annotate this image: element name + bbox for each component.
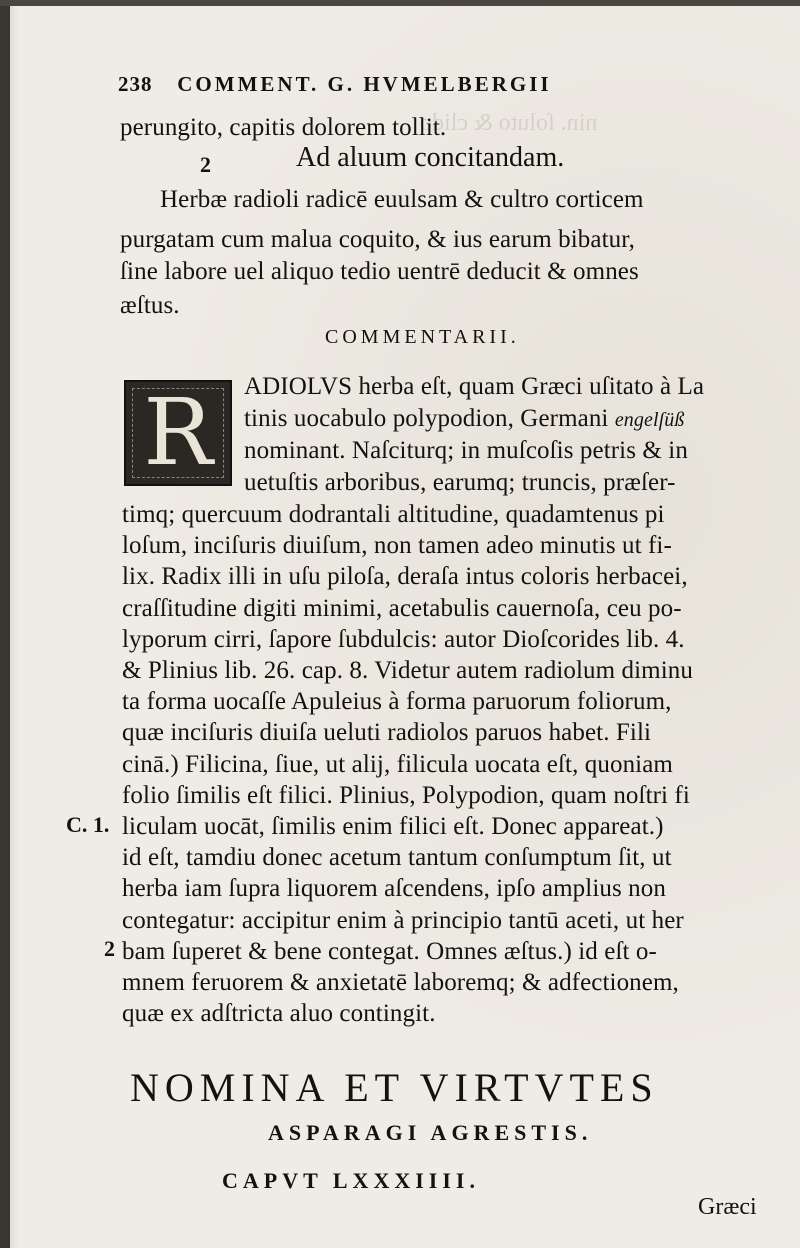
text-line: lyporum cirri, ſapore ſubdulcis: autor Dioſcorides lib. 4.	[122, 625, 685, 653]
chapter-number: CAPVT LXXXIIII.	[222, 1168, 480, 1193]
text-line: craſſitudine digiti minimi, acetabulis cauernoſa, ceu po-	[122, 594, 682, 622]
text-line: perungito, capitis dolorem tollit.	[120, 114, 447, 141]
running-header	[118, 72, 552, 97]
chapter-subtitle: ASPARAGI AGRESTIS.	[268, 1120, 593, 1145]
page-top-edge	[0, 0, 800, 6]
chapter-title: NOMINA ET VIRTVTES	[130, 1065, 659, 1110]
text-line: herba iam ſupra liquorem aſcendens, ipſo amplius non	[122, 875, 666, 903]
catchword: Græci	[698, 1194, 757, 1220]
text-line: quæ ex adſtricta aluo contingit.	[122, 1000, 436, 1028]
text-line: id eſt, tamdiu donec acetum tantum conſumptum ſit, ut	[122, 844, 672, 872]
margin-number: 2	[104, 936, 115, 961]
text-line: ADIOLVS herba eſt, quam Græci uſitato à La	[244, 373, 705, 400]
running-title: COMMENT. G. HVMELBERGII	[177, 72, 552, 96]
text-line: ta forma uocaſſe Apuleius à forma paruorum foliorum,	[122, 688, 672, 716]
show-through: nin. ſoluto & clido	[420, 110, 598, 136]
text-line: folio ſimilis eſt filici. Plinius, Polypodion, quam noſtri fi	[122, 781, 690, 809]
text-line: uetuſtis arboribus, earumq; truncis, præſer-	[244, 469, 676, 496]
text-line: liculam uocāt, ſimilis enim filici eſt. Donec appareat.)	[122, 813, 664, 840]
german-word: engelſüß	[614, 409, 685, 431]
text-line	[244, 404, 685, 435]
text-line: contegatur: accipitur enim à principio tantū aceti, ut her	[122, 906, 684, 934]
text-line: & Plinius lib. 26. cap. 8. Videtur autem radiolum diminu	[122, 657, 693, 684]
text-line: purgatam cum malua coquito, & ius earum bibatur,	[120, 226, 636, 253]
subheading: Ad aluum concitandam.	[296, 142, 565, 173]
text-line: mnem feruorem & anxietatē laboremq; & adfectionem,	[122, 969, 679, 996]
section-heading: COMMENTARII.	[325, 326, 520, 348]
text-line: loſum, inciſuris diuiſum, non tamen adeo minutis ut fi-	[122, 532, 672, 560]
text-line: timq; quercuum dodrantali altitudine, quadamtenus pi	[122, 501, 665, 528]
text-line: quæ inciſuris diuiſa ueluti radiolos paruos habet. Fili	[122, 719, 652, 747]
page-binding-edge	[0, 0, 10, 1248]
page-number: 238	[118, 72, 153, 96]
text-line: bam ſuperet & bene contegat. Omnes æſtus.) id eſt o-	[122, 937, 657, 965]
text-line: cinā.) Filicina, ſiue, ut alij, filicula uocata eſt, quoniam	[122, 750, 673, 778]
text-line: nominant. Naſciturq; in muſcoſis petris & in	[244, 437, 688, 464]
text-line: Herbæ radioli radicē euulsam & cultro corticem	[160, 186, 644, 213]
decorated-initial	[124, 380, 232, 486]
margin-number: 2	[200, 152, 211, 177]
margin-reference: C. 1.	[66, 812, 110, 837]
text-span: tinis uocabulo polypodion, Germani	[244, 405, 609, 432]
initial-letter: R	[143, 379, 213, 486]
text-line: lix. Radix illi in uſu piloſa, deraſa intus coloris herbacei,	[122, 563, 688, 591]
text-line: æſtus.	[120, 292, 180, 319]
text-line: ſine labore uel aliquo tedio uentrē deducit & omnes	[120, 258, 639, 285]
